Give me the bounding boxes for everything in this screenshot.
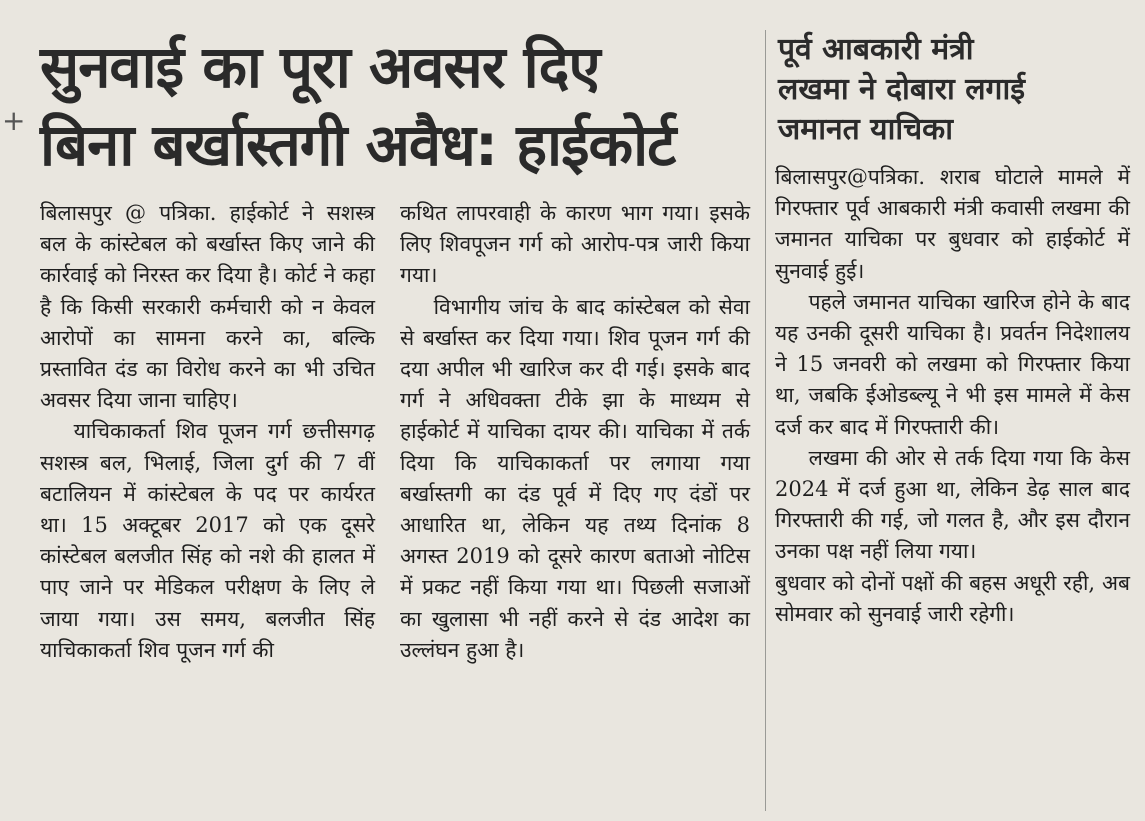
left-headline-line1: सुनवाई का पूरा अवसर दिए bbox=[40, 33, 600, 101]
right-headline-line1: पूर्व आबकारी मंत्री bbox=[778, 32, 974, 67]
left-story-column-2 bbox=[400, 198, 750, 666]
right-headline-line2: लखमा ने दोबारा लगाई bbox=[778, 72, 1025, 107]
left-headline bbox=[40, 28, 740, 184]
right-story-column bbox=[775, 162, 1130, 630]
left-col2-paragraph-2: विभागीय जांच के बाद कांस्टेबल को सेवा से बर्खास्त कर दिया गया। शिव पूजन गर्ग की दया अपील भी खारिज कर दी गई। इसके बाद गर्ग ने अधिवक्ता टीके झा के माध्यम से हाईकोर्ट में याचिका दायर की। याचिका में तर्क दिया कि याचिकाकर्ता पर लगाया गया बर्खास्तगी का दंड पूर्व में दिए गए दंडों पर आधारित था, लेकिन यह तथ्य दिनांक 8 अगस्त 2019 को दूसरे कारण बताओ नोटिस में प्रकट नहीं किया गया था। पिछली सजाओं का खुलासा भी नहीं करने से दंड आदेश का उल्लंघन हुआ है। bbox=[400, 294, 750, 662]
right-paragraph-4: बुधवार को दोनों पक्षों की बहस अधूरी रही, अब सोमवार को सुनवाई जारी रहेगी। bbox=[775, 570, 1130, 626]
right-headline bbox=[778, 30, 1138, 150]
crop-mark: + bbox=[2, 104, 26, 137]
left-story-column-1 bbox=[40, 198, 375, 666]
left-col2-paragraph-1: कथित लापरवाही के कारण भाग गया। इसके लिए शिवपूजन गर्ग को आरोप-पत्र जारी किया गया। bbox=[400, 201, 750, 288]
left-col1-paragraph-2: याचिकाकर्ता शिव पूजन गर्ग छत्तीसगढ़ सशस्त्र बल, भिलाई, जिला दुर्ग की 7 वीं बटालियन में कांस्टेबल के पद पर कार्यरत था। 15 अक्टूबर 2017 को एक दूसरे कांस्टेबल बलजीत सिंह को नशे की हालत में पाए जाने पर मेडिकल परीक्षण के लिए ले जाया गया। उस समय, बलजीत सिंह याचिकाकर्ता शिव पूजन गर्ग की bbox=[40, 419, 375, 662]
right-paragraph-3: लखमा की ओर से तर्क दिया गया कि केस 2024 में दर्ज हुआ था, लेकिन डेढ़ साल बाद गिरफ्तारी की गई, जो गलत है, और इस दौरान उनका पक्ष नहीं लिया गया। bbox=[775, 445, 1130, 564]
right-paragraph-1: बिलासपुर@पत्रिका. शराब घोटाले मामले में गिरफ्तार पूर्व आबकारी मंत्री कवासी लखमा की जमानत याचिका पर बुधवार को हाईकोर्ट में सुनवाई हुई। bbox=[775, 165, 1130, 283]
left-col1-paragraph-1: बिलासपुर @ पत्रिका. हाईकोर्ट ने सशस्त्र बल के कांस्टेबल को बर्खास्त किए जाने की कार्रवाई को निरस्त कर दिया है। कोर्ट ने कहा है कि किसी सरकारी कर्मचारी को न केवल आरोपों का सामना करने का, बल्कि प्रस्तावित दंड का विरोध करने का भी उचित अवसर दिया जाना चाहिए। bbox=[40, 201, 375, 413]
column-divider bbox=[765, 30, 766, 811]
left-headline-line2: बिना बर्खास्तगी अवैध: हाईकोर्ट bbox=[40, 111, 676, 179]
right-paragraph-2: पहले जमानत याचिका खारिज होने के बाद यह उनकी दूसरी याचिका है। प्रवर्तन निदेशालय ने 15 जनवरी को लखमा को गिरफ्तार किया था, जबकि ईओडब्ल्यू ने भी इस मामले में केस दर्ज कर बाद में गिरफ्तारी की। bbox=[775, 289, 1130, 439]
right-headline-line3: जमानत याचिका bbox=[778, 112, 953, 147]
